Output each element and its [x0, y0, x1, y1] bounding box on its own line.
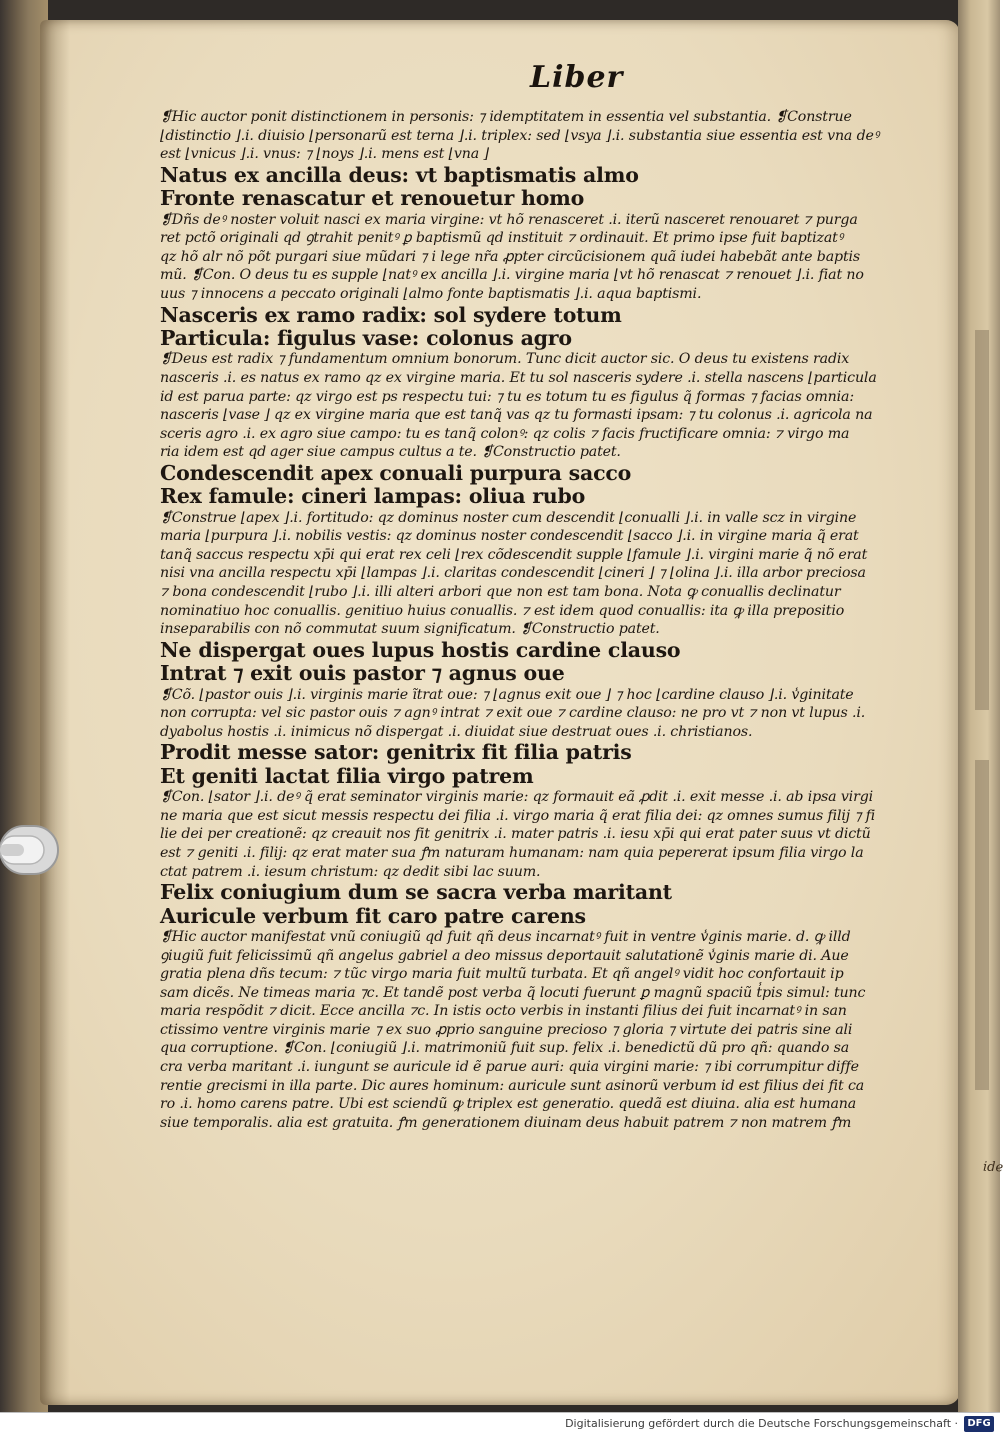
verse-line: Nasceris ex ramo radix: sol sydere totum — [160, 302, 622, 327]
commentary-line: sam dicẽs. Ne timeas maria ⁊c. Et tandẽ post verba q̃ locuti fuerunt ꝑ magnũ spaciũ t̾pis simul: tunc — [160, 984, 866, 1001]
verse-line: Condescendit apex conuali purpura sacco — [160, 460, 632, 485]
commentary-line: ctat patrem .i. iesum christum: qz dedit sibi lac suum. — [160, 863, 541, 880]
commentary-line: ❡Hic auctor ponit distinctionem in personis: ⁊ idemptitatem in essentia vel substantia. ❡Construe — [160, 109, 852, 125]
commentary-line: ret pctõ originali qd ꝯtrahit penitꝰ ꝑ baptismũ qd instituit ⁊ ordinauit. Et primo ipse fuit baptizatꝰ — [160, 230, 843, 247]
commentary-line: ❡Deus est radix ⁊ fundamentum omnium bonorum. Tunc dicit auctor sic. O deus tu existens radix — [160, 351, 850, 368]
commentary-line: ❡Cõ. ⌊pastor ouis ⌋.i. virginis marie ĩtrat oue: ⁊ ⌊agnus exit oue ⌋ ⁊ hoc ⌊cardine clauso ⌋.i. v̾ginitate — [160, 686, 854, 703]
commentary-line: inseparabilis con nõ commutat suum significatum. ❡Constructio patet. — [160, 621, 660, 638]
commentary-line: uus ⁊ innocens a peccato originali ⌊almo fonte baptismatis ⌋.i. aqua baptismi. — [160, 285, 702, 302]
commentary-line: ria idem est qd ager siue campus cultus a te. ❡Constructio patet. — [160, 444, 621, 461]
verse-line: Felix coniugium dum se sacra verba maritant — [160, 880, 672, 905]
verse-line: Auricule verbum fit caro patre carens — [160, 903, 586, 928]
ink-bleed-through — [975, 760, 989, 1090]
commentary-line: maria respõdit ⁊ dicit. Ecce ancilla ⁊c. In istis octo verbis in instanti filius dei fuit incarnatꝰ in san — [160, 1003, 847, 1020]
commentary-line: nasceris .i. es natus ex ramo qz ex virgine maria. Et tu sol nasceris sydere .i. stella nascens ⌊particula — [160, 369, 877, 386]
page-clip-icon — [0, 820, 62, 880]
commentary-line: ⁊ bona condescendit ⌊rubo ⌋.i. illi alteri arbori que non est tam bona. Nota ꝙ conuallis declinatur — [160, 584, 841, 601]
commentary-line: tanq̃ saccus respectu xp̄i qui erat rex celi ⌊rex cõdescendit supple ⌊famule ⌋.i. virgini marie q̃ nõ erat — [160, 546, 868, 563]
commentary-line: sceris agro .i. ex agro siue campo: tu es tanq̃ colonꝰ: qz colis ⁊ facis fructificare omnia: ⁊ virgo ma — [160, 425, 850, 442]
commentary-line: ❡Con. ⌊sator ⌋.i. deꝰ q̃ erat seminator virginis marie: qz formauit eã ꝓdit .i. exit messe .i. ab ipsa virgi — [160, 789, 874, 806]
footer-credit: Digitalisierung gefördert durch die Deutsche Forschungsgemeinschaft · — [565, 1417, 958, 1430]
commentary-line: ꝯiugiũ fuit felicissimũ qñ angelus gabriel a deo missus deportauit salutationẽ v̾ginis marie di. Aue — [160, 947, 849, 964]
commentary-line: qz hõ alr nõ põt purgari siue mũdari ⁊ i lege nr̃a ꝓpter circũcisionem quã iudei habebãt ante baptis — [160, 248, 861, 265]
commentary-line: gratia plena dñs tecum: ⁊ tũc virgo maria fuit multũ turbata. Et qñ angelꝰ vidit hoc confortauit ip — [160, 966, 844, 983]
dfg-logo: DFG — [964, 1416, 994, 1432]
verse-line: Fronte renascatur et renouetur homo — [160, 186, 585, 211]
commentary-line: ❡Hic auctor manifestat vnũ coniugiũ qd fuit qñ deus incarnatꝰ fuit in ventre v̾ginis marie. d. ꝙ illd — [160, 928, 851, 945]
commentary-line: ctissimo ventre virginis marie ⁊ ex suo ꝓprio sanguine precioso ⁊ gloria ⁊ virtute dei patris sine ali — [160, 1021, 853, 1038]
verse-line: Intrat ⁊ exit ouis pastor ⁊ agnus oue — [160, 661, 565, 686]
verse-line: Prodit messe sator: genitrix fit filia patris — [160, 740, 632, 765]
commentary-line: ❡Dñs deꝰ noster voluit nasci ex maria virgine: vt hõ renasceret .i. iterũ nasceret renouaret ⁊ purga — [160, 211, 858, 228]
adjacent-page-text: ide — [982, 1159, 1003, 1176]
commentary-line: dyabolus hostis .i. inimicus nõ dispergat .i. diuidat siue destruat oues .i. christianos. — [160, 723, 753, 740]
commentary-line: nasceris ⌊vase ⌋ qz ex virgine maria que est tanq̃ vas qz tu formasti ipsam: ⁊ tu colonus .i. agricola na — [160, 407, 873, 424]
running-head: Liber — [530, 60, 624, 95]
commentary-line: ❡Construe ⌊apex ⌋.i. fortitudo: qz dominus noster cum descendit ⌊conualli ⌋.i. in valle scz in virgine — [160, 509, 857, 526]
commentary-line: siue temporalis. alia est gratuita. ꝭm generationem diuinam deus habuit patrem ⁊ non matrem ꝭm — [160, 1114, 852, 1131]
commentary-line: qua corruptione. ❡Con. ⌊coniugiũ ⌋.i. matrimoniũ fuit sup. felix .i. benedictũ dũ pro qñ: quando sa — [160, 1040, 850, 1057]
ink-bleed-through — [975, 330, 989, 710]
commentary-line: cra verba maritant .i. iungunt se auricule id ẽ parue auri: quia virgini marie: ⁊ ibi corrumpitur diffe — [160, 1059, 859, 1076]
commentary-line: mũ. ❡Con. O deus tu es supple ⌊natꝰ ex ancilla ⌋.i. virgine maria ⌊vt hõ renascat ⁊ renouet ⌋.i. fiat no — [160, 267, 864, 284]
commentary-line: maria ⌊purpura ⌋.i. nobilis vestis: qz dominus noster condescendit ⌊sacco ⌋.i. in virgine maria q̃ erat — [160, 528, 859, 545]
commentary-line: non corrupta: vel sic pastor ouis ⁊ agnꝰ intrat ⁊ exit oue ⁊ cardine clauso: ne pro vt ⁊ non vt lupus .i. — [160, 705, 866, 722]
commentary-line: nisi vna ancilla respectu xp̄i ⌊lampas ⌋.i. claritas condescendit ⌊cineri ⌋ ⁊ ⌊olina ⌋.i. illa arbor preciosa — [160, 565, 866, 582]
commentary-line: rentie grecismi in illa parte. Dic aures hominum: auricule sunt asinorũ verbum id est filius dei fit ca — [160, 1077, 865, 1094]
verse-line: Et geniti lactat filia virgo patrem — [160, 763, 534, 788]
page-gutter-shadow — [40, 20, 70, 1405]
text-block — [160, 108, 908, 1132]
verse-line: Particula: figulus vase: colonus agro — [160, 325, 572, 350]
footer-bar — [0, 1412, 1000, 1437]
commentary-line: ⌊distinctio ⌋.i. diuisio ⌊personarũ est terna ⌋.i. triplex: sed ⌊vsya ⌋.i. substantia siue essentia est vna deꝰ — [160, 127, 880, 144]
commentary-line: lie dei per creationẽ: qz creauit nos fit genitrix .i. mater patris .i. iesu xp̄i qui erat pater suus vt dictũ — [160, 826, 871, 843]
commentary-line: ne maria que est sicut messis respectu dei filia .i. virgo maria q̃ erat filia dei: qz omnes sumus filij ⁊ fi — [160, 807, 876, 824]
commentary-line: nominatiuo hoc conuallis. genitiuo huius conuallis. ⁊ est idem quod conuallis: ita ꝙ illa prepositio — [160, 602, 845, 619]
verse-line: Natus ex ancilla deus: vt baptismatis almo — [160, 162, 639, 187]
verse-line: Ne dispergat oues lupus hostis cardine clauso — [160, 637, 681, 662]
commentary-line: id est parua parte: qz virgo est ps respectu tui: ⁊ tu es totum tu es figulus q̃ formas ⁊ facias omnia: — [160, 388, 854, 405]
verse-line: Rex famule: cineri lampas: oliua rubo — [160, 484, 586, 509]
commentary-line: est ⌊vnicus ⌋.i. vnus: ⁊ ⌊noys ⌋.i. mens est ⌊vna ⌋ — [160, 146, 489, 163]
commentary-line: est ⁊ geniti .i. filij: qz erat mater sua ꝭm naturam humanam: nam quia pepererat ipsum filia virgo la — [160, 844, 864, 861]
commentary-line: ro .i. homo carens patre. Ubi est sciendũ ꝙ triplex est generatio. quedã est diuina. alia est humana — [160, 1096, 857, 1113]
